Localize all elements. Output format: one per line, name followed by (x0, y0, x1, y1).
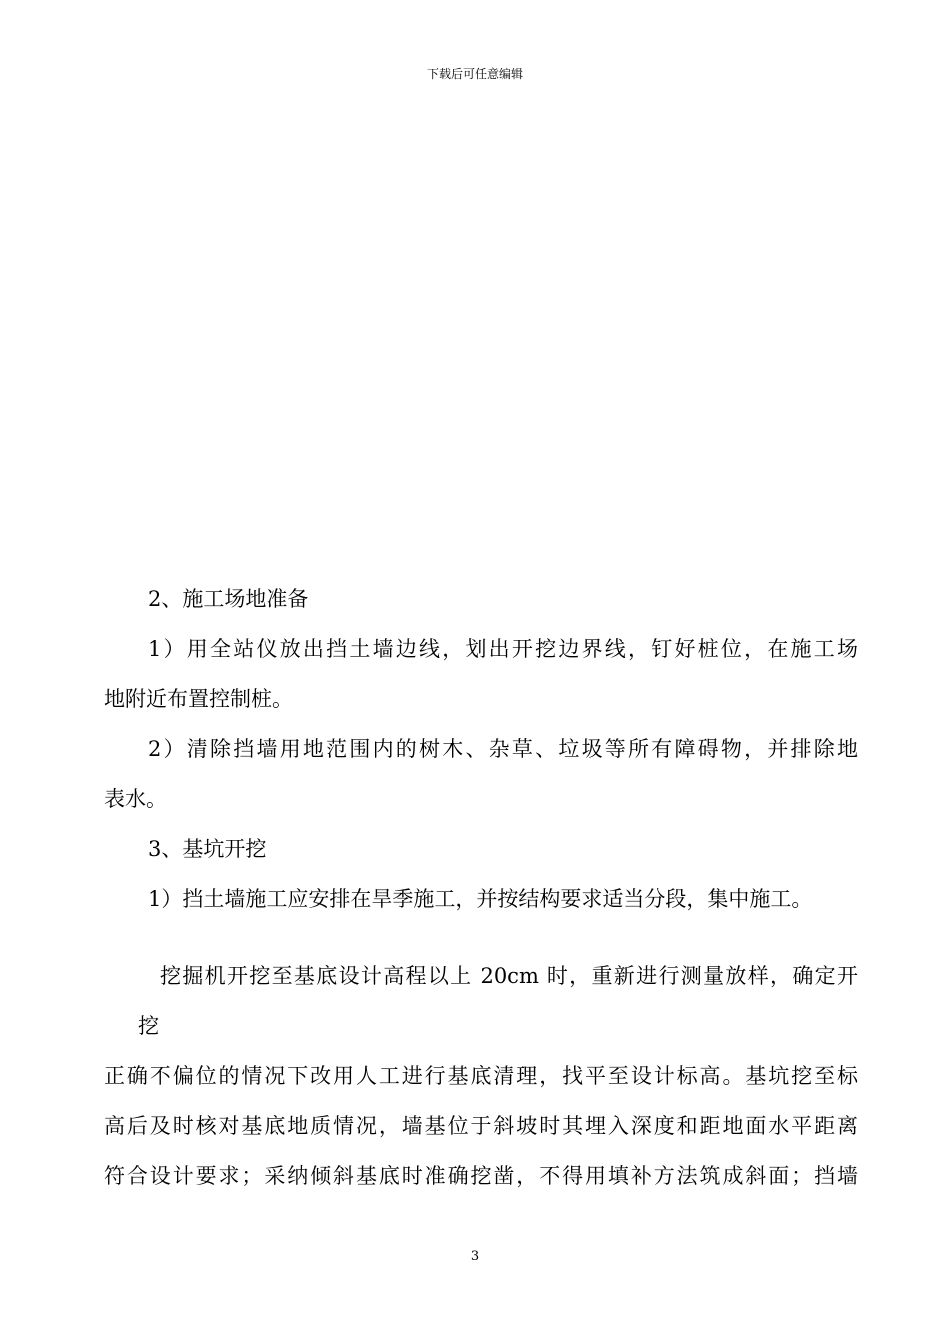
section-3-heading: 3、基坑开挖 (148, 837, 267, 861)
item-2-2-line-2: 表水。 (104, 787, 167, 811)
excavation-paragraph-line-4: 高后及时核对基底地质情况，墙基位于斜坡时其埋入深度和距地面水平距离 (104, 1114, 858, 1138)
item-2-1-line-2: 地附近布置控制桩。 (104, 687, 293, 711)
page-number: 3 (470, 1249, 480, 1264)
page-header: 下载后可任意编辑 (426, 67, 523, 81)
excavation-paragraph-line-1: 挖掘机开挖至基底设计高程以上 20cm 时，重新进行测量放样，确定开 (160, 964, 858, 988)
item-3-1: 1）挡土墙施工应安排在旱季施工，并按结构要求适当分段，集中施工。 (148, 887, 813, 911)
excavation-paragraph-line-5: 符合设计要求；采纳倾斜基底时准确挖凿，不得用填补方法筑成斜面；挡墙 (104, 1164, 858, 1188)
excavation-paragraph-line-2: 挖 (138, 1014, 159, 1038)
excavation-paragraph-line-3: 正确不偏位的情况下改用人工进行基底清理，找平至设计标高。基坑挖至标 (104, 1064, 858, 1088)
item-2-1-line-1: 1）用全站仪放出挡土墙边线，划出开挖边界线，钉好桩位，在施工场 (148, 637, 858, 661)
section-2-heading: 2、施工场地准备 (148, 587, 309, 611)
item-2-2-line-1: 2）清除挡墙用地范围内的树木、杂草、垃圾等所有障碍物，并排除地 (148, 737, 858, 761)
